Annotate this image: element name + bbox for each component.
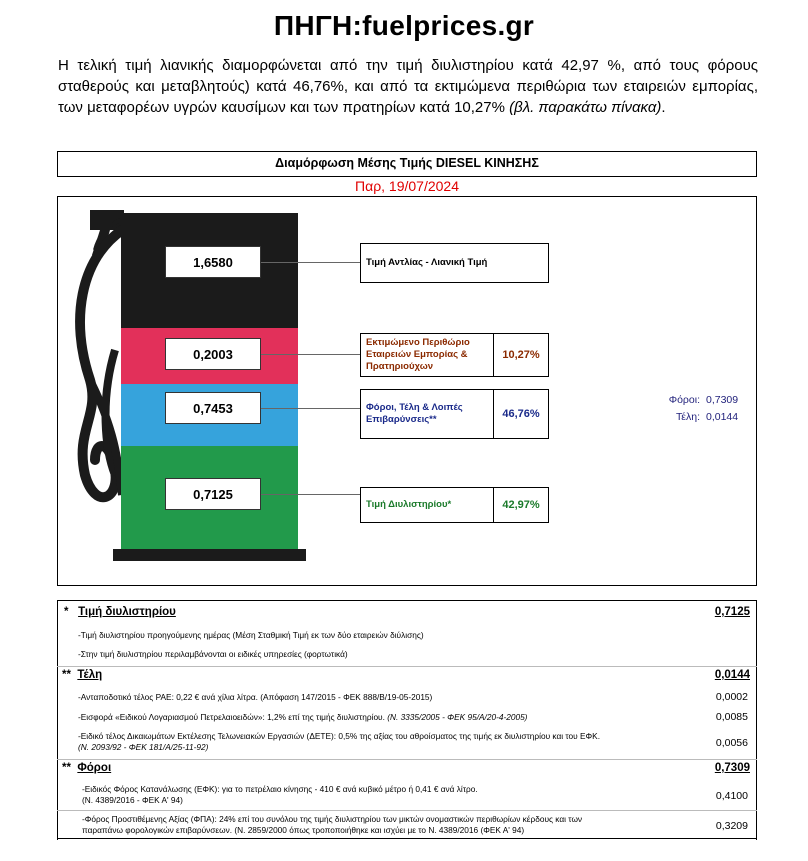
side-teli-value: 0,0144 xyxy=(706,411,739,423)
fee-ref-dete: (Ν. 2093/92 - ΦΕΚ 181/Α/25-11-92) xyxy=(78,742,209,752)
tax-line-efk xyxy=(82,784,642,806)
intro-paragraph xyxy=(58,55,758,118)
fee-line-rae: -Ανταποδοτικό τέλος ΡΑΕ: 0,22 € ανά χίλια λίτρα. (Απόφαση 147/2015 - ΦΕΚ 888/Β/19-05-2015) xyxy=(78,692,433,702)
divider xyxy=(57,759,757,760)
page-title: ΠΗΓΗ:fuelprices.gr xyxy=(273,10,535,41)
taxes-value: 0,7453 xyxy=(165,392,261,424)
tax-ref-fpa: παραπάνω φορολογικών επιβαρύνσεων. (Ν. 2859/2000 όπως τροποποιήθηκε και ισχύει με το Ν. 4389/2016 (ΦΕΚ Α' 94) xyxy=(82,825,525,835)
taxes-section-title xyxy=(62,762,111,774)
intro-note: (βλ. παρακάτω πίνακα) xyxy=(509,99,662,116)
refinery-title: Τιμή διυλιστηρίου xyxy=(78,606,176,618)
divider xyxy=(57,838,757,839)
connector-retail xyxy=(261,262,361,263)
fees-section-value: 0,0144 xyxy=(714,669,750,681)
margin-value: 0,2003 xyxy=(165,338,261,370)
fees-mark: ** xyxy=(62,669,71,681)
refinery-section-title xyxy=(64,606,176,618)
divider xyxy=(57,666,757,667)
margin-percent: 10,27% xyxy=(493,333,549,377)
connector-margin xyxy=(261,354,361,355)
refinery-value: 0,7125 xyxy=(165,478,261,510)
taxes-section-value: 0,7309 xyxy=(714,762,750,774)
refinery-line-2: -Στην τιμή διυλιστηρίου περιλαμβάνονται οι ειδικές υπηρεσίες (φορτωτικά) xyxy=(78,649,348,659)
side-teli-label: Τέλη: xyxy=(676,411,700,423)
fees-section-title xyxy=(62,669,102,681)
side-foroi-label: Φόροι: xyxy=(668,394,700,406)
fees-title: Τέλη xyxy=(77,669,103,681)
fee-value-dete: 0,0056 xyxy=(715,737,748,749)
tax-text-efk: -Ειδικός Φόρος Κατανάλωσης (ΕΦΚ): για το πετρέλαιο κίνησης - 410 € ανά κυβικό μέτρο ή 0,41 € ανά λίτρο. xyxy=(82,784,478,794)
refinery-mark: * xyxy=(64,606,69,618)
fee-ref-elp: (Ν. 3335/2005 - ΦΕΚ 95/Α/20-4-2005) xyxy=(387,712,528,722)
header-date: Παρ, 19/07/2024 xyxy=(354,178,459,194)
intro-text: Η τελική τιμή λιανικής διαμορφώνεται από την τιμή διυλιστηρίου κατά 42,97 %, από τους φόρους σταθερούς και μεταβλητούς) κατά 46,76%, και από τα εκτιμώμενα περιθώρια των εταιρειών εμπορίας, των μεταφορέων υγρών καυσίμων και των πρατηρίων κατά 10,27% xyxy=(58,57,758,116)
taxes-percent: 46,76% xyxy=(493,389,549,439)
tax-text-fpa: -Φόρος Προστιθέμενης Αξίας (ΦΠΑ): 24% επί του συνόλου της τιμής διυλιστηρίου των μικτών ονομαστικών περιθωρίων κέρδους και των xyxy=(82,814,583,824)
tax-value-fpa: 0,3209 xyxy=(715,820,748,832)
refinery-line-1: -Τιμή διυλιστηρίου προηγούμενης ημέρας (Μέση Σταθμική Τιμή εκ των δύο εταιρειών διύλισης) xyxy=(78,630,424,640)
refinery-percent: 42,97% xyxy=(493,487,549,523)
tax-ref-efk: (Ν. 4389/2016 - ΦΕΚ Α' 94) xyxy=(82,795,183,805)
fee-text-dete: -Ειδικό τέλος Δικαιωμάτων Εκτέλεσης Τελωνειακών Εργασιών (ΔΕΤΕ): 0,5% της αξίας του αθροίσματος της τιμής εκ διυλιστηρίου και του ΕΦΚ. xyxy=(78,731,601,741)
divider xyxy=(57,810,757,811)
fee-text-elp: -Εισφορά «Ειδικού Λογαριασμού Πετρελαιοειδών»: 1,2% επί της τιμής διυλιστηρίου. xyxy=(78,712,388,722)
taxes-label: Φόροι, Τέλη & Λοιπές Επιβαρύνσεις** xyxy=(360,389,494,439)
fee-value-elp: 0,0085 xyxy=(715,711,748,723)
fee-line-elp xyxy=(78,712,527,723)
retail-value: 1,6580 xyxy=(165,246,261,278)
connector-refinery xyxy=(261,494,361,495)
retail-label: Τιμή Αντλίας - Λιανική Τιμή xyxy=(360,243,549,283)
refinery-label: Τιμή Διυλιστηρίου* xyxy=(360,487,494,523)
header-title: Διαμόρφωση Μέσης Τιμής DIESEL ΚΙΝΗΣΗΣ xyxy=(275,156,539,170)
taxes-title: Φόροι xyxy=(77,762,112,774)
tax-value-efk: 0,4100 xyxy=(715,790,748,802)
intro-end: . xyxy=(661,99,666,116)
connector-taxes xyxy=(261,408,361,409)
fee-value-rae: 0,0002 xyxy=(715,691,748,703)
taxes-mark: ** xyxy=(62,762,71,774)
side-foroi-value: 0,7309 xyxy=(706,394,739,406)
margin-label: Εκτιμώμενο Περιθώριο Εταιρειών Εμπορίας & Πρατηριούχων xyxy=(360,333,494,377)
tax-line-fpa xyxy=(82,814,682,836)
fee-line-dete xyxy=(78,731,688,753)
pump-base xyxy=(113,549,306,561)
refinery-section-value: 0,7125 xyxy=(714,606,750,618)
